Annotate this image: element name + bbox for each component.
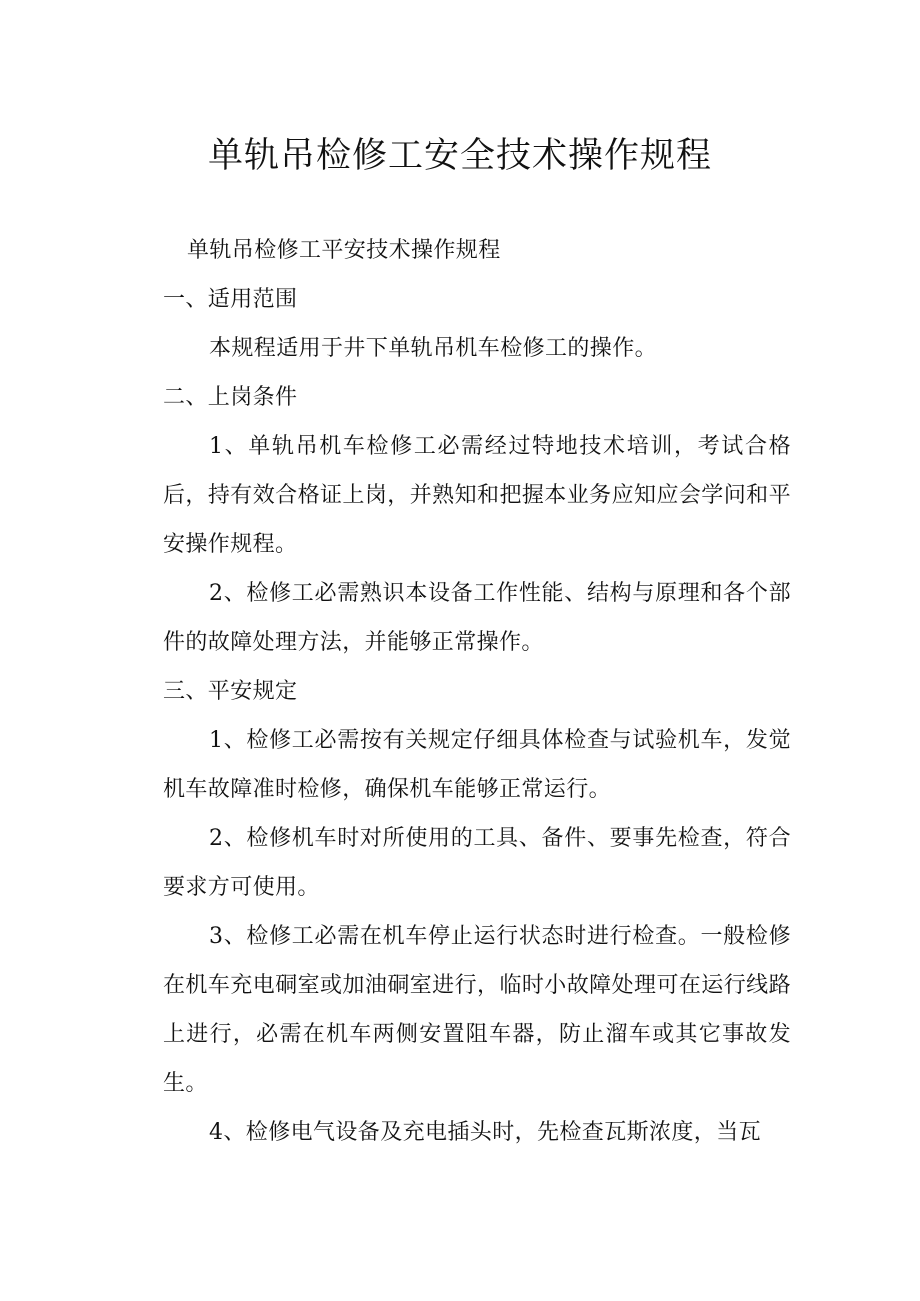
section-heading-scope: 一、适用范围 — [163, 287, 298, 312]
qualification-paragraph-1: 1、单轨吊机车检修工必需经过特地技术培训，考试合格后，持有效合格证上岗，并熟知和把握本业务应知应会学问和平安操作规程。 — [163, 434, 791, 557]
scope-paragraph: 本规程适用于井下单轨吊机车检修工的操作。 — [209, 336, 658, 361]
document-body — [163, 226, 791, 1157]
safety-rule-paragraph-4: 4、检修电气设备及充电插头时，先检查瓦斯浓度，当瓦 — [209, 1120, 761, 1145]
safety-rule-paragraph-3: 3、检修工必需在机车停止运行状态时进行检查。一般检修在机车充电硐室或加油硐室进行，临时小故障处理可在运行线路上进行，必需在机车两侧安置阻车器，防止溜车或其它事故发生。 — [163, 924, 791, 1096]
safety-rule-paragraph-1: 1、检修工必需按有关规定仔细具体检查与试验机车，发觉机车故障准时检修，确保机车能够正常运行。 — [163, 728, 791, 802]
document-subtitle: 单轨吊检修工平安技术操作规程 — [187, 238, 501, 263]
section-heading-qualifications: 二、上岗条件 — [163, 385, 298, 410]
document-title: 单轨吊检修工安全技术操作规程 — [207, 136, 712, 176]
safety-rule-paragraph-2: 2、检修机车时对所使用的工具、备件、要事先检查，符合要求方可使用。 — [163, 826, 791, 900]
qualification-paragraph-2: 2、检修工必需熟识本设备工作性能、结构与原理和各个部件的故障处理方法，并能够正常操作。 — [163, 581, 791, 655]
section-heading-safety-rules: 三、平安规定 — [163, 679, 298, 704]
